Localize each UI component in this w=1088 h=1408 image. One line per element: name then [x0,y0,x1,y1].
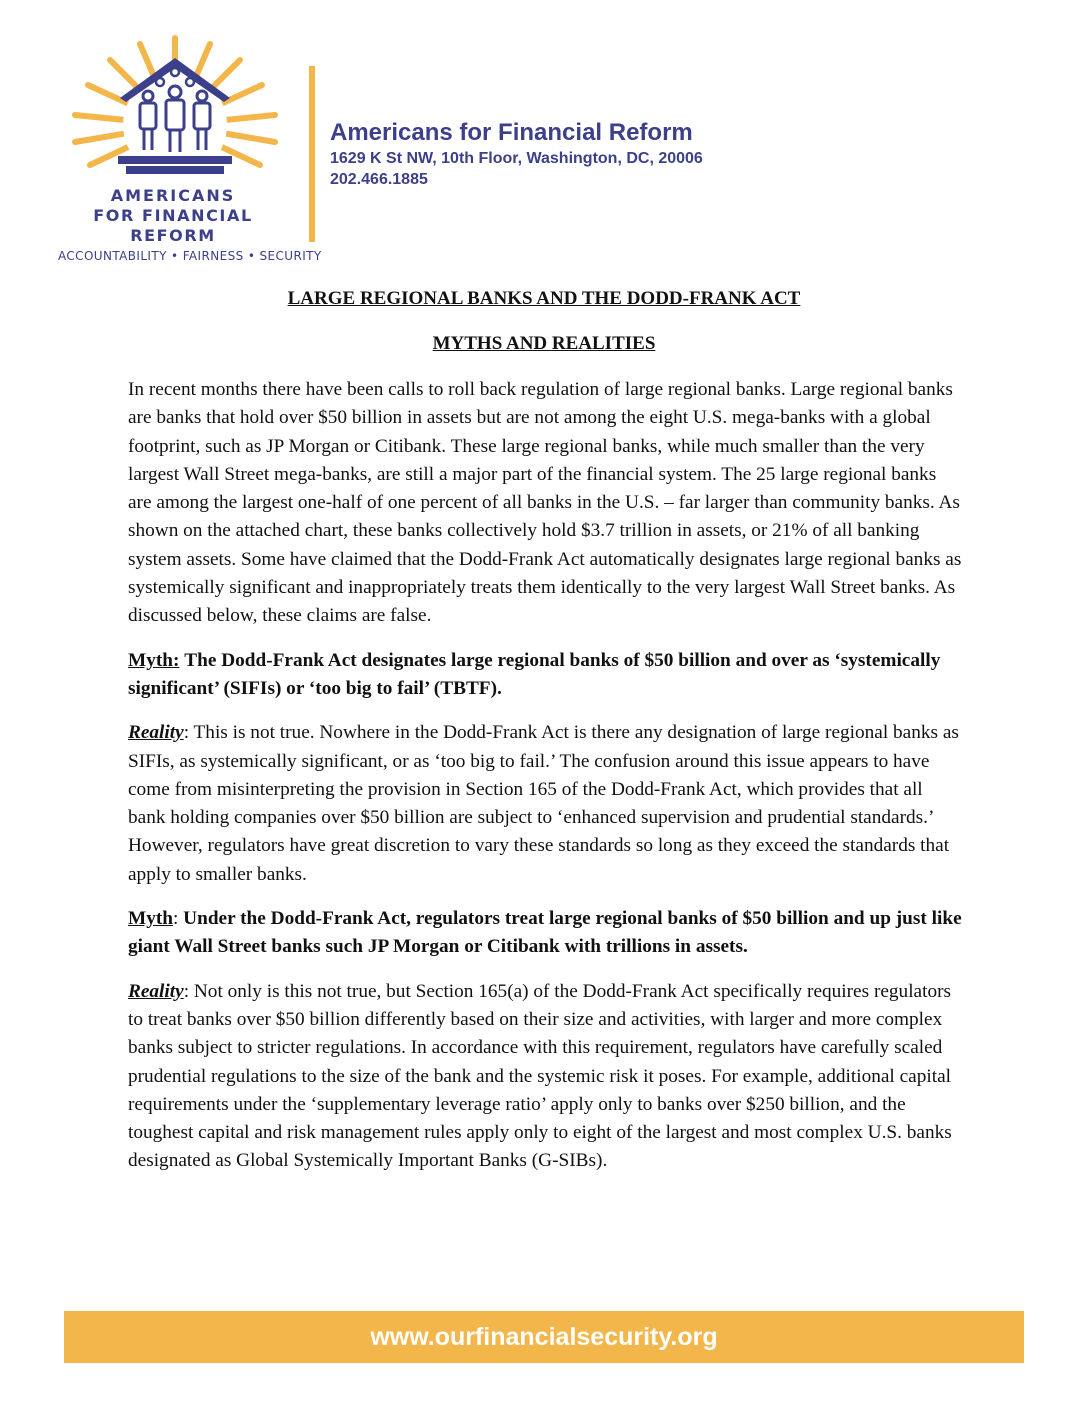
header-divider [309,66,315,242]
myth-text: The Dodd-Frank Act designates large regional banks of $50 billion and over as ‘systemically significant’ (SIFIs) or ‘too big to fail’ (TBTF). [128,649,941,699]
myth-1 [128,647,964,704]
reality-text: : This is not true. Nowhere in the Dodd-Frank Act is there any designation of large regional banks as SIFIs, as systemically significant, or as ‘too big to fail.’ The confusion around this issue appears to have come from misinterpreting the provision in Section 165 of the Dodd-Frank Act, which provides that all bank holding companies over $50 billion are subject to ‘enhanced supervision and prudential standards.’ However, regulators have great discretion to vary these standards so long as they exceed the standards that apply to smaller banks. [128,722,959,885]
document-subtitle: MYTHS AND REALITIES [432,333,656,354]
org-header [330,118,703,190]
myth-separator: : [172,908,184,930]
footer-url[interactable]: www.ourfinancialsecurity.org [370,1322,718,1351]
logo-name-line2: FOR FINANCIAL REFORM [93,206,253,245]
reality-label: Reality [128,980,184,1002]
org-phone: 202.466.1885 [330,171,428,188]
logo-name-line1: AMERICANS [110,186,236,205]
logo-tagline: ACCOUNTABILITY • FAIRNESS • SECURITY [58,249,322,263]
reality-text: : Not only is this not true, but Section 165(a) of the Dodd-Frank Act specifically requires regulators to treat banks over $50 billion differently based on their size and activities, with larger and more complex banks subject to stricter regulations. In accordance with this requirement, regulators have carefully scaled prudential regulations to the size of the bank and the systemic risk it poses. For example, additional capital requirements under the ‘supplementary leverage ratio’ apply only to banks over $250 billion, and the toughest capital and risk management rules apply only to eight of the largest and most complex U.S. banks designated as Global Systemically Important Banks (G-SIBs). [128,980,952,1172]
myth-label: Myth: [128,649,180,671]
org-name: Americans for Financial Reform [330,119,693,146]
document-title: LARGE REGIONAL BANKS AND THE DODD-FRANK ACT [287,288,801,309]
myth-label: Myth [128,908,173,930]
myth-text: Under the Dodd-Frank Act, regulators treat large regional banks of $50 billion and up just like giant Wall Street banks such JP Morgan or Citibank with trillions in assets. [128,908,962,958]
reality-1 [128,719,964,889]
reality-label: Reality [128,722,184,744]
myth-2 [128,905,964,962]
footer-banner [64,1311,1024,1363]
intro-paragraph: In recent months there have been calls to roll back regulation of large regional banks. Large regional banks are banks that hold over $50 billion in assets but are not among the eight U.S. mega-banks with a global footprint, such as JP Morgan or Citibank. These large regional banks, while much smaller than the very largest Wall Street mega-banks, are still a major part of the financial system. The 25 large regional banks are among the largest one-half of one percent of all banks in the U.S. – far larger than community banks. As shown on the attached chart, these banks collectively hold $3.7 trillion in assets, or 21% of all banking system assets. Some have claimed that the Dodd-Frank Act automatically designates large regional banks as systemically significant and inappropriately treats them identically to the very largest Wall Street banks. As discussed below, these claims are false. [128,379,962,627]
reality-2 [128,978,964,1176]
org-address: 1629 K St NW, 10th Floor, Washington, DC, 20006 [330,150,703,167]
logo-wordmark [58,186,322,266]
document-body [128,376,964,1192]
